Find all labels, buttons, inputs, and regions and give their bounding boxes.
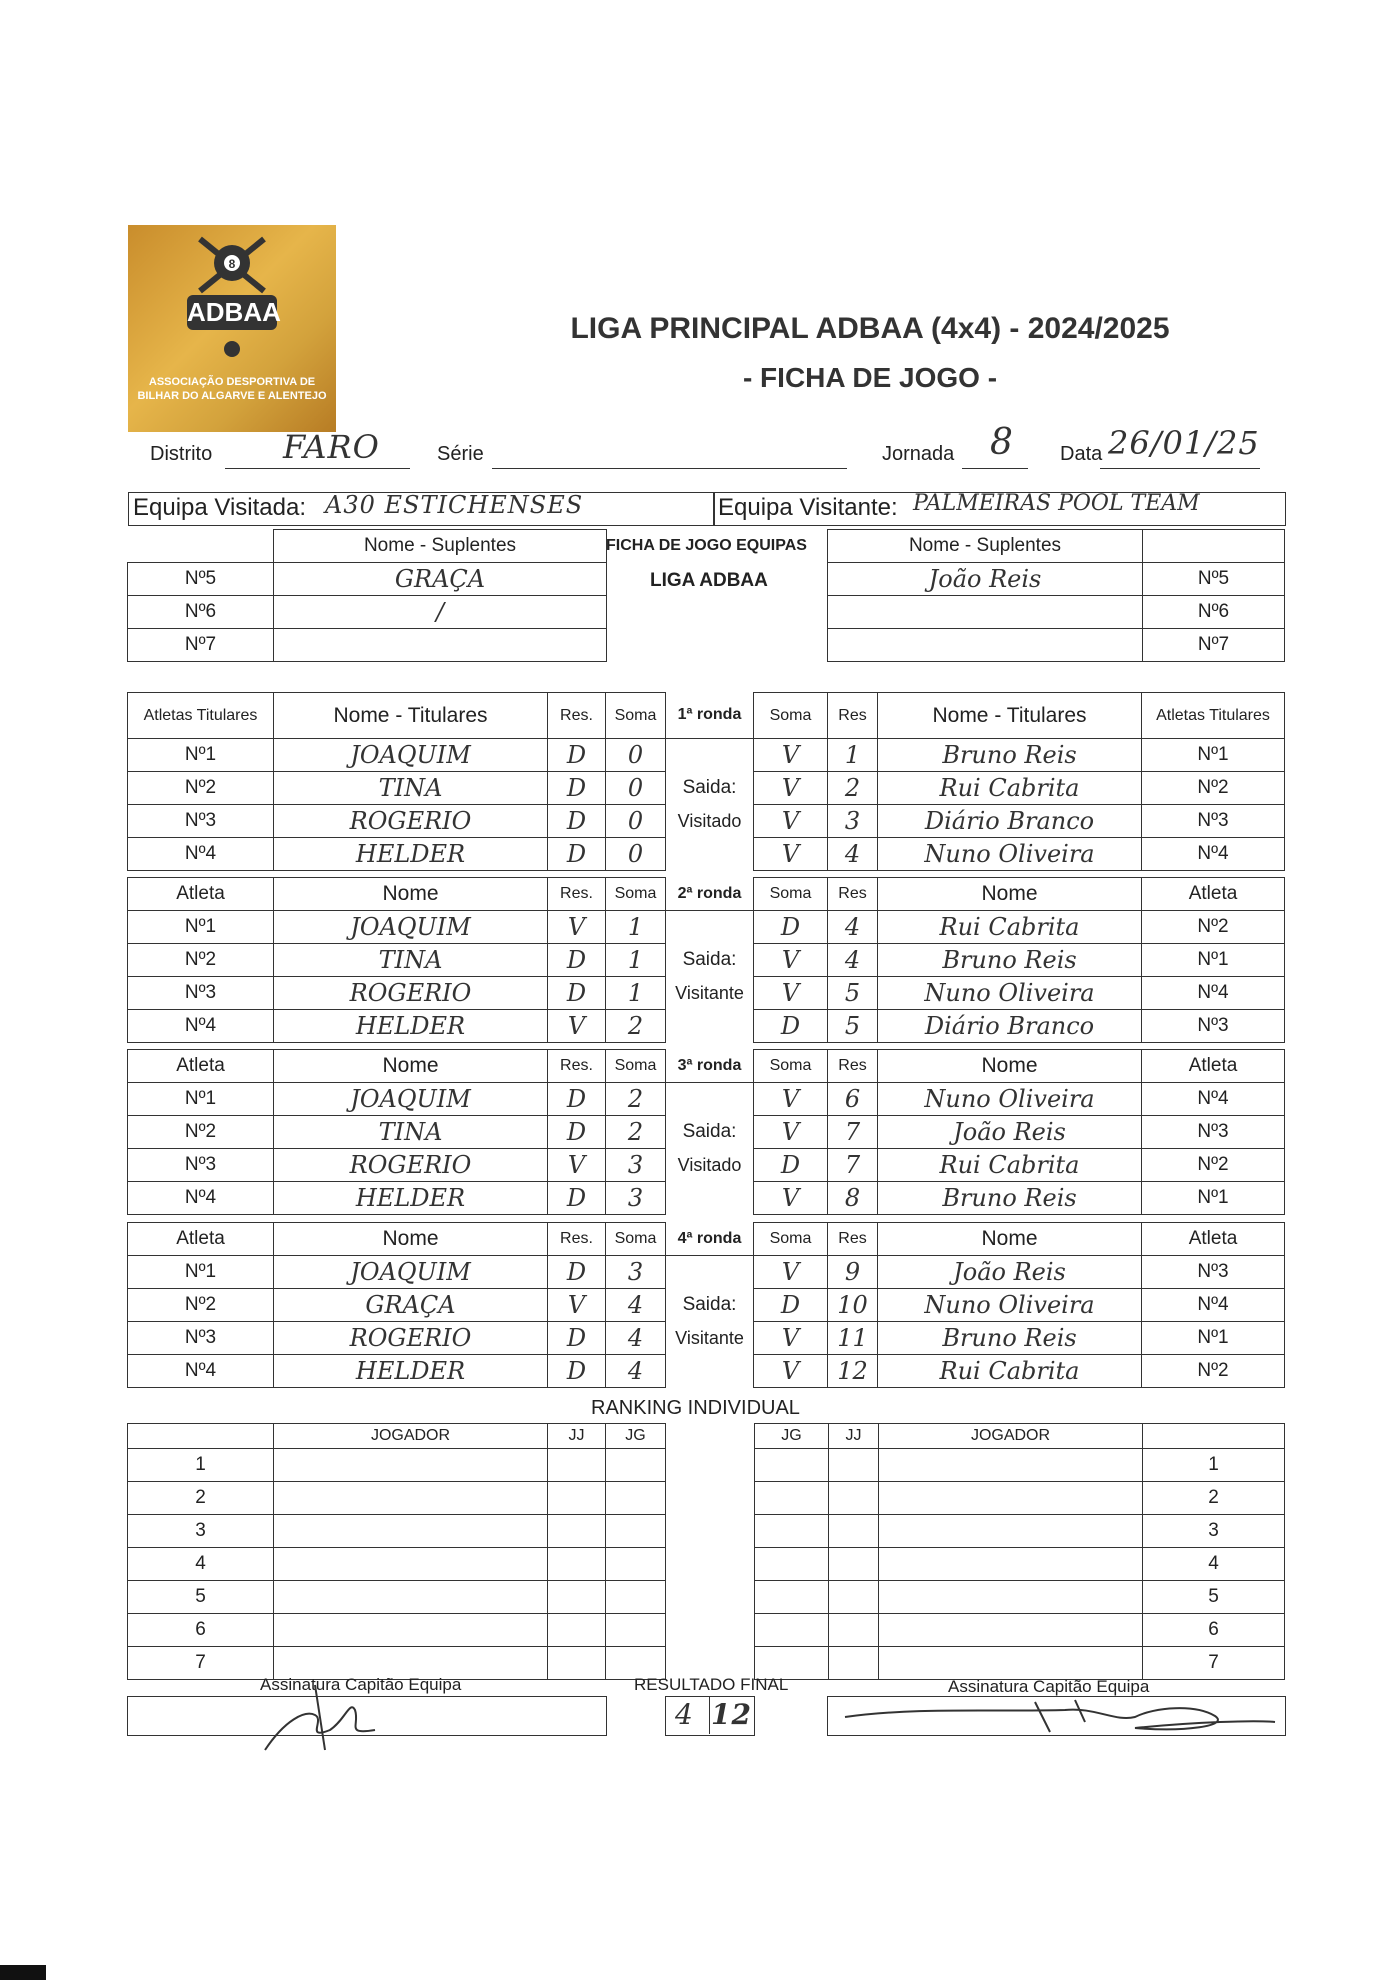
rank-position: 4 — [128, 1548, 274, 1581]
suplentes-right-header: Nome - Suplentes — [828, 530, 1143, 563]
rank-position: 3 — [128, 1515, 274, 1548]
rank-position: 5 — [1143, 1581, 1285, 1614]
res-col-header: Res. — [548, 1050, 606, 1083]
table-row — [128, 1256, 1285, 1289]
opponent-res: 1 — [844, 741, 861, 769]
jornada-value: 8 — [990, 422, 1014, 463]
rank-position: 7 — [128, 1647, 274, 1680]
table-row — [128, 1614, 666, 1647]
opponent-name: Nuno Oliveira — [924, 1085, 1095, 1113]
athlete-num: Nº1 — [128, 739, 274, 772]
serie-label: Série — [437, 443, 484, 465]
opponent-soma: V — [781, 946, 800, 974]
suplentes-right-corner — [1143, 530, 1285, 563]
athlete-num: Nº4 — [128, 1182, 274, 1215]
athlete-num: Nº3 — [128, 805, 274, 838]
suplente-num: Nº7 — [1143, 629, 1285, 662]
equipa-visitada-value: A30 ESTICHENSES — [325, 491, 584, 519]
opponent-res: 6 — [844, 1085, 861, 1113]
suplentes-left-header: Nome - Suplentes — [274, 530, 607, 563]
result-home: 4 — [675, 1698, 694, 1731]
athlete-num: Nº3 — [128, 1322, 274, 1355]
logo-name: ADBAA — [187, 295, 277, 330]
right-athlete-col-header: Atleta — [1142, 878, 1285, 911]
athlete-res: D — [566, 1357, 587, 1385]
athlete-soma: 4 — [627, 1357, 644, 1385]
table-row — [128, 838, 1285, 871]
serie-line — [492, 468, 847, 469]
opponent-res: 4 — [844, 913, 861, 941]
athlete-num: Nº3 — [128, 977, 274, 1010]
athlete-col-header: Atleta — [128, 1050, 274, 1083]
opponent-soma: V — [781, 1258, 800, 1286]
table-row — [755, 1515, 1285, 1548]
ranking-jg-header: JG — [755, 1424, 829, 1449]
soma-col-header: Soma — [606, 693, 666, 739]
opponent-soma: V — [781, 807, 800, 835]
athlete-name: TINA — [378, 1118, 443, 1146]
table-row — [128, 1355, 1285, 1388]
suplentes-left-corner — [128, 530, 274, 563]
athlete-res: V — [567, 1012, 586, 1040]
athlete-col-header: Atletas Titulares — [128, 693, 274, 739]
rank-position: 2 — [1143, 1482, 1285, 1515]
table-row — [128, 1449, 666, 1482]
result-label: RESULTADO FINAL — [634, 1675, 789, 1694]
athlete-soma: 3 — [627, 1258, 644, 1286]
opponent-res: 5 — [844, 979, 861, 1007]
opponent-soma: V — [781, 1324, 800, 1352]
table-row — [128, 1581, 666, 1614]
opponent-res: 9 — [844, 1258, 861, 1286]
table-row — [755, 1482, 1285, 1515]
athlete-res: D — [566, 1085, 587, 1113]
opponent-num: Nº4 — [1142, 1083, 1285, 1116]
table-row — [128, 1182, 1285, 1215]
suplente-name: / — [435, 598, 445, 626]
athlete-name: HELDER — [355, 1357, 466, 1385]
table-row — [128, 1083, 1285, 1116]
saida-value: Visitado — [677, 810, 742, 831]
table-row — [128, 1322, 1285, 1355]
table-row — [828, 629, 1285, 662]
soma-col-header: Soma — [606, 878, 666, 911]
saida-label: Saida: — [682, 1121, 737, 1142]
eight-ball-cues-icon — [192, 233, 272, 295]
round-label: 4ª ronda — [666, 1223, 754, 1256]
round-table-1 — [127, 692, 1285, 871]
suplente-name: João Reis — [928, 565, 1042, 593]
athlete-res: D — [566, 946, 587, 974]
right-soma-col-header: Soma — [754, 1223, 828, 1256]
rank-position: 1 — [128, 1449, 274, 1482]
ranking-jogador-header: JOGADOR — [274, 1424, 548, 1449]
opponent-res: 11 — [837, 1324, 868, 1352]
middle-liga-label: LIGA ADBAA — [650, 570, 768, 591]
athlete-soma: 0 — [627, 807, 644, 835]
athlete-name: ROGERIO — [349, 807, 472, 835]
soma-col-header: Soma — [606, 1050, 666, 1083]
table-row — [828, 596, 1285, 629]
middle-ficha-label: FICHA DE JOGO EQUIPAS — [606, 537, 807, 554]
table-row — [755, 1614, 1285, 1647]
scan-corner-mark — [0, 1965, 46, 1980]
opponent-num: Nº3 — [1142, 1256, 1285, 1289]
right-name-col-header: Nome — [878, 1223, 1142, 1256]
opponent-res: 10 — [837, 1291, 868, 1319]
athlete-soma: 1 — [627, 913, 644, 941]
athlete-name: GRAÇA — [365, 1291, 456, 1319]
table-row — [755, 1548, 1285, 1581]
name-col-header: Nome — [274, 878, 548, 911]
athlete-name: HELDER — [355, 840, 466, 868]
table-row — [128, 596, 607, 629]
opponent-num: Nº3 — [1142, 1010, 1285, 1043]
table-row — [128, 1149, 1285, 1182]
right-signature — [835, 1692, 1285, 1742]
opponent-res: 3 — [844, 807, 861, 835]
athlete-soma: 3 — [627, 1151, 644, 1179]
athlete-num: Nº2 — [128, 1116, 274, 1149]
ranking-title: RANKING INDIVIDUAL — [591, 1397, 800, 1419]
logo-subtitle: ASSOCIAÇÃO DESPORTIVA DE BILHAR DO ALGARVE E ALENTEJO — [137, 376, 327, 402]
opponent-name: Rui Cabrita — [939, 1151, 1080, 1179]
table-row — [128, 563, 607, 596]
name-col-header: Nome — [274, 1050, 548, 1083]
opponent-soma: D — [780, 1151, 801, 1179]
athlete-soma: 1 — [627, 946, 644, 974]
athlete-name: JOAQUIM — [350, 913, 471, 941]
round-table-2 — [127, 877, 1285, 1043]
athlete-col-header: Atleta — [128, 878, 274, 911]
distrito-line — [225, 468, 410, 469]
svg-text:8: 8 — [228, 257, 236, 271]
opponent-soma: V — [781, 840, 800, 868]
suplente-num: Nº6 — [1143, 596, 1285, 629]
left-signature-label: Assinatura Capitão Equipa — [260, 1675, 462, 1694]
athlete-name: JOAQUIM — [350, 1258, 471, 1286]
table-row — [128, 911, 1285, 944]
athlete-res: D — [566, 1324, 587, 1352]
page-subtitle: - FICHA DE JOGO - — [742, 362, 998, 393]
opponent-res: 12 — [837, 1357, 868, 1385]
ranking-right-table — [754, 1423, 1285, 1680]
right-athlete-col-header: Atletas Titulares — [1142, 693, 1285, 739]
rank-position: 3 — [1143, 1515, 1285, 1548]
opponent-num: Nº3 — [1142, 805, 1285, 838]
athlete-soma: 2 — [627, 1012, 644, 1040]
opponent-name: Bruno Reis — [942, 1324, 1077, 1352]
right-res-col-header: Res — [828, 693, 878, 739]
round-table-4 — [127, 1222, 1285, 1388]
opponent-num: Nº4 — [1142, 977, 1285, 1010]
athlete-res: D — [566, 1118, 587, 1146]
opponent-res: 7 — [844, 1118, 861, 1146]
opponent-num: Nº3 — [1142, 1116, 1285, 1149]
equipa-visitada-label: Equipa Visitada: — [133, 494, 307, 521]
athlete-res: D — [566, 741, 587, 769]
opponent-num: Nº2 — [1142, 772, 1285, 805]
opponent-soma: V — [781, 1085, 800, 1113]
opponent-soma: V — [781, 1184, 800, 1212]
table-row — [128, 1116, 1285, 1149]
athlete-name: JOAQUIM — [350, 1085, 471, 1113]
opponent-name: Rui Cabrita — [939, 774, 1080, 802]
athlete-num: Nº2 — [128, 772, 274, 805]
opponent-num: Nº4 — [1142, 838, 1285, 871]
soma-col-header: Soma — [606, 1223, 666, 1256]
suplente-num: Nº5 — [1143, 563, 1285, 596]
saida-label: Saida: — [682, 949, 737, 970]
athlete-num: Nº4 — [128, 1355, 274, 1388]
opponent-res: 4 — [844, 840, 861, 868]
rank-position: 2 — [128, 1482, 274, 1515]
table-row — [128, 772, 1285, 805]
athlete-soma: 0 — [627, 741, 644, 769]
athlete-name: ROGERIO — [349, 1151, 472, 1179]
right-res-col-header: Res — [828, 1050, 878, 1083]
right-res-col-header: Res — [828, 878, 878, 911]
opponent-name: Bruno Reis — [942, 741, 1077, 769]
saida-value: Visitante — [675, 1327, 744, 1348]
opponent-res: 8 — [844, 1184, 861, 1212]
right-soma-col-header: Soma — [754, 693, 828, 739]
ranking-jg-header: JG — [606, 1424, 666, 1449]
athlete-name: HELDER — [355, 1012, 466, 1040]
rank-position: 6 — [1143, 1614, 1285, 1647]
page-title: LIGA PRINCIPAL ADBAA (4x4) - 2024/2025 — [570, 312, 1170, 345]
res-col-header: Res. — [548, 1223, 606, 1256]
suplentes-left-table — [127, 529, 607, 662]
table-row — [128, 1289, 1285, 1322]
athlete-soma: 0 — [627, 840, 644, 868]
athlete-res: V — [567, 913, 586, 941]
opponent-num: Nº4 — [1142, 1289, 1285, 1322]
suplente-num: Nº7 — [128, 629, 274, 662]
athlete-res: D — [566, 774, 587, 802]
suplentes-right-table — [827, 529, 1285, 662]
athlete-name: ROGERIO — [349, 979, 472, 1007]
suplente-name: GRAÇA — [394, 565, 486, 593]
equipa-visitante-value: PALMEIRAS POOL TEAM — [913, 491, 1200, 516]
opponent-num: Nº2 — [1142, 1149, 1285, 1182]
table-row — [128, 1010, 1285, 1043]
athlete-name: TINA — [378, 946, 443, 974]
opponent-soma: D — [780, 1291, 801, 1319]
table-row — [128, 1482, 666, 1515]
right-soma-col-header: Soma — [754, 1050, 828, 1083]
distrito-value: FARO — [283, 428, 380, 466]
opponent-res: 4 — [844, 946, 861, 974]
data-line — [1100, 468, 1260, 469]
data-value: 26/01/25 — [1108, 424, 1260, 462]
ball-icon — [218, 339, 246, 359]
rank-position: 5 — [128, 1581, 274, 1614]
athlete-soma: 2 — [627, 1118, 644, 1146]
saida-label: Saida: — [682, 1294, 737, 1315]
opponent-name: João Reis — [953, 1258, 1066, 1286]
table-row — [755, 1449, 1285, 1482]
opponent-soma: V — [781, 1118, 800, 1146]
name-col-header: Nome — [274, 1223, 548, 1256]
ranking-jj-header: JJ — [548, 1424, 606, 1449]
equipa-visitante-label: Equipa Visitante: — [718, 494, 898, 521]
opponent-soma: V — [781, 741, 800, 769]
res-col-header: Res. — [548, 693, 606, 739]
opponent-res: 7 — [844, 1151, 861, 1179]
rank-position: 7 — [1143, 1647, 1285, 1680]
rank-position: 6 — [128, 1614, 274, 1647]
table-row — [755, 1647, 1285, 1680]
opponent-name: Diário Branco — [924, 807, 1095, 835]
jornada-line — [962, 468, 1028, 469]
athlete-num: Nº2 — [128, 1289, 274, 1322]
opponent-num: Nº2 — [1142, 1355, 1285, 1388]
rank-position: 4 — [1143, 1548, 1285, 1581]
saida-value: Visitado — [677, 1154, 742, 1175]
table-row — [128, 944, 1285, 977]
athlete-soma: 0 — [627, 774, 644, 802]
opponent-name: Nuno Oliveira — [924, 840, 1095, 868]
opponent-name: Nuno Oliveira — [924, 1291, 1095, 1319]
suplente-num: Nº5 — [128, 563, 274, 596]
result-divider — [709, 1696, 710, 1734]
right-athlete-col-header: Atleta — [1142, 1050, 1285, 1083]
athlete-name: HELDER — [355, 1184, 466, 1212]
opponent-num: Nº1 — [1142, 944, 1285, 977]
athlete-res: D — [566, 840, 587, 868]
opponent-soma: D — [780, 1012, 801, 1040]
right-soma-col-header: Soma — [754, 878, 828, 911]
adbaa-logo — [128, 225, 336, 432]
right-athlete-col-header: Atleta — [1142, 1223, 1285, 1256]
athlete-res: D — [566, 807, 587, 835]
athlete-soma: 4 — [627, 1291, 644, 1319]
athlete-soma: 2 — [627, 1085, 644, 1113]
athlete-name: TINA — [378, 774, 443, 802]
suplente-num: Nº6 — [128, 596, 274, 629]
right-name-col-header: Nome - Titulares — [878, 693, 1142, 739]
table-row — [128, 739, 1285, 772]
saida-label: Saida: — [682, 777, 737, 798]
athlete-res: V — [567, 1291, 586, 1319]
athlete-res: D — [566, 1258, 587, 1286]
opponent-num: Nº1 — [1142, 1182, 1285, 1215]
opponent-soma: V — [781, 1357, 800, 1385]
opponent-name: Bruno Reis — [942, 1184, 1077, 1212]
athlete-num: Nº1 — [128, 1083, 274, 1116]
data-label: Data — [1060, 443, 1103, 465]
opponent-name: Nuno Oliveira — [924, 979, 1095, 1007]
ranking-left-table — [127, 1423, 666, 1680]
athlete-soma: 4 — [627, 1324, 644, 1352]
opponent-name: Diário Branco — [924, 1012, 1095, 1040]
athlete-soma: 1 — [627, 979, 644, 1007]
table-row — [128, 1515, 666, 1548]
jornada-label: Jornada — [882, 443, 955, 465]
athlete-res: D — [566, 1184, 587, 1212]
round-table-3 — [127, 1049, 1285, 1215]
athlete-col-header: Atleta — [128, 1223, 274, 1256]
athlete-num: Nº1 — [128, 911, 274, 944]
athlete-num: Nº2 — [128, 944, 274, 977]
athlete-name: JOAQUIM — [350, 741, 471, 769]
athlete-num: Nº4 — [128, 1010, 274, 1043]
name-col-header: Nome - Titulares — [274, 693, 548, 739]
table-row — [828, 563, 1285, 596]
athlete-num: Nº4 — [128, 838, 274, 871]
athlete-soma: 3 — [627, 1184, 644, 1212]
saida-value: Visitante — [675, 982, 744, 1003]
result-away: 12 — [711, 1698, 752, 1731]
table-row — [128, 1548, 666, 1581]
round-label: 3ª ronda — [666, 1050, 754, 1083]
distrito-label: Distrito — [150, 443, 213, 465]
rank-position: 1 — [1143, 1449, 1285, 1482]
opponent-name: Rui Cabrita — [939, 913, 1080, 941]
athlete-res: V — [567, 1151, 586, 1179]
athlete-name: ROGERIO — [349, 1324, 472, 1352]
table-row — [128, 977, 1285, 1010]
opponent-soma: V — [781, 979, 800, 1007]
right-name-col-header: Nome — [878, 1050, 1142, 1083]
ranking-jogador-header: JOGADOR — [879, 1424, 1143, 1449]
round-label: 1ª ronda — [666, 693, 754, 739]
ranking-jj-header: JJ — [829, 1424, 879, 1449]
opponent-num: Nº2 — [1142, 911, 1285, 944]
opponent-name: Bruno Reis — [942, 946, 1077, 974]
right-res-col-header: Res — [828, 1223, 878, 1256]
right-name-col-header: Nome — [878, 878, 1142, 911]
left-signature — [255, 1680, 385, 1755]
table-row — [755, 1581, 1285, 1614]
opponent-name: Rui Cabrita — [939, 1357, 1080, 1385]
opponent-name: João Reis — [953, 1118, 1066, 1146]
opponent-res: 5 — [844, 1012, 861, 1040]
res-col-header: Res. — [548, 878, 606, 911]
opponent-num: Nº1 — [1142, 1322, 1285, 1355]
right-signature-label: Assinatura Capitão Equipa — [948, 1677, 1150, 1696]
opponent-res: 2 — [844, 774, 861, 802]
opponent-soma: V — [781, 774, 800, 802]
athlete-num: Nº3 — [128, 1149, 274, 1182]
athlete-res: D — [566, 979, 587, 1007]
athlete-num: Nº1 — [128, 1256, 274, 1289]
opponent-soma: D — [780, 913, 801, 941]
table-row — [128, 629, 607, 662]
table-row — [128, 805, 1285, 838]
round-label: 2ª ronda — [666, 878, 754, 911]
opponent-num: Nº1 — [1142, 739, 1285, 772]
